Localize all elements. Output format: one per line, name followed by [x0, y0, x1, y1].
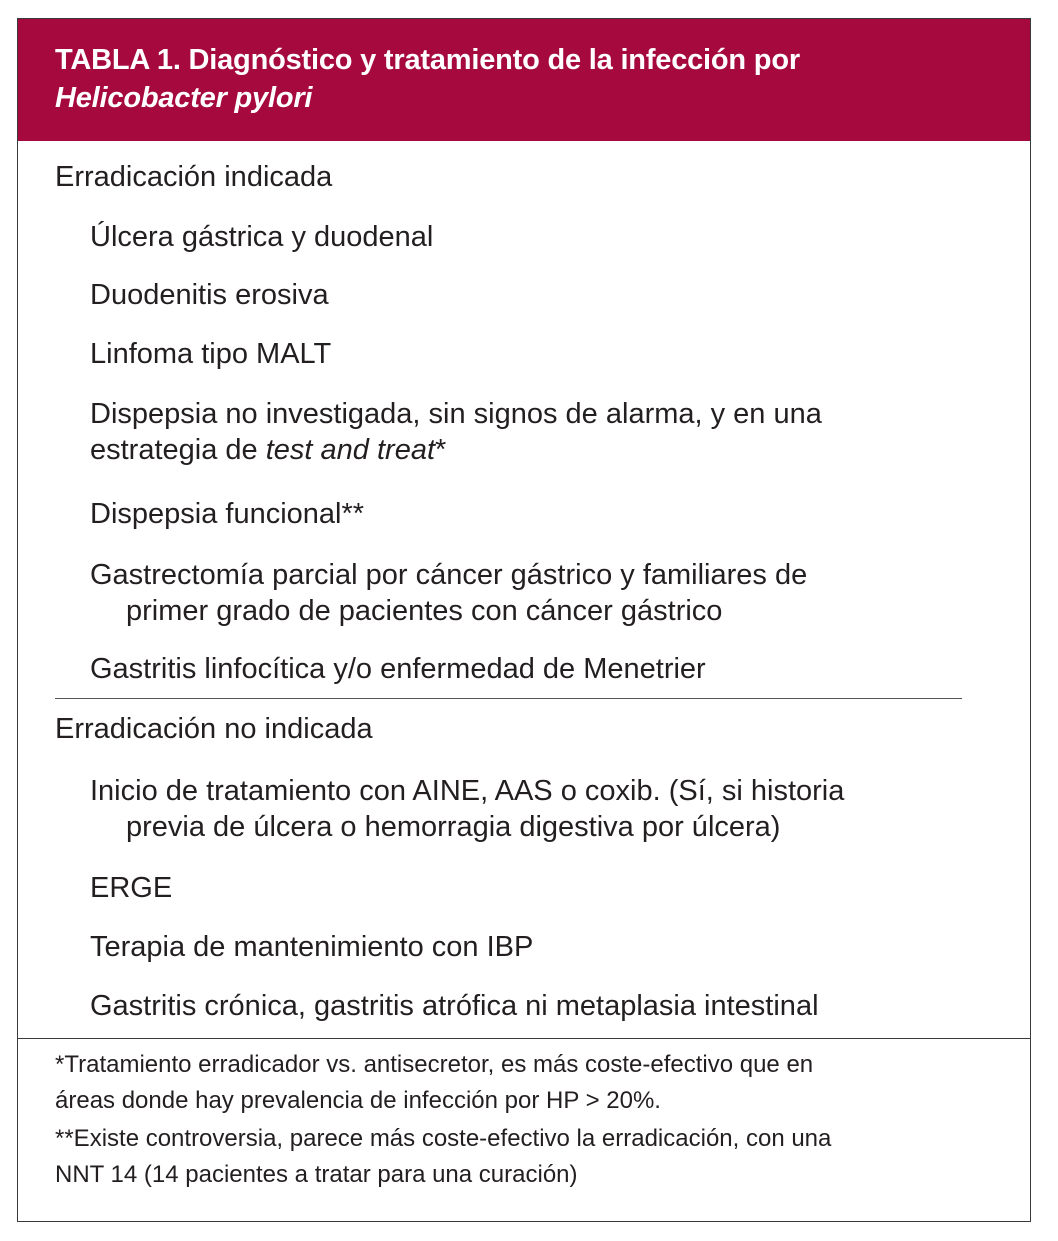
footnote-line: NNT 14 (14 pacientes a tratar para una curación) [55, 1161, 578, 1188]
list-item: ERGE [90, 872, 173, 904]
test-and-treat-term: test and treat [265, 434, 436, 466]
list-item-line: Gastrectomía parcial por cáncer gástrico y familiares de [90, 559, 808, 591]
footnote-divider [18, 1038, 1030, 1039]
table-title: TABLA 1. Diagnóstico y tratamiento de la infección por [55, 44, 800, 76]
list-item: Gastritis crónica, gastritis atrófica ni metaplasia intestinal [90, 990, 819, 1022]
list-item-gastrectomia [90, 557, 970, 629]
list-item-continuation: primer grado de pacientes con cáncer gástrico [126, 595, 723, 627]
footnote-1 [55, 1047, 975, 1119]
footnote-line: **Existe controversia, parece más coste-efectivo la erradicación, con una [55, 1125, 832, 1152]
list-item-continuation: previa de úlcera o hemorragia digestiva por úlcera) [126, 811, 781, 843]
list-item: Dispepsia funcional** [90, 498, 365, 530]
list-item-line-prefix: estrategia de [90, 434, 266, 466]
list-item-line: Inicio de tratamiento con AINE, AAS o coxib. (Sí, si historia [90, 775, 845, 807]
list-item: Gastritis linfocítica y/o enfermedad de Menetrier [90, 653, 706, 685]
list-item: Linfoma tipo MALT [90, 338, 332, 370]
footnote-line: áreas donde hay prevalencia de infección por HP > 20%. [55, 1087, 661, 1114]
section-heading-not-indicated: Erradicación no indicada [55, 713, 373, 745]
list-item: Úlcera gástrica y duodenal [90, 221, 434, 253]
list-item: Duodenitis erosiva [90, 279, 329, 311]
footnote-line: *Tratamiento erradicador vs. antisecretor, es más coste-efectivo que en [55, 1051, 814, 1078]
list-item: Terapia de mantenimiento con IBP [90, 931, 534, 963]
section-divider [55, 698, 962, 699]
table-container [17, 18, 1031, 1222]
list-item-aine [90, 773, 970, 845]
table-title-bar [18, 19, 1030, 141]
list-item-line: Dispepsia no investigada, sin signos de alarma, y en una [90, 398, 822, 430]
section-heading-indicated: Erradicación indicada [55, 161, 333, 193]
footnote-2 [55, 1121, 975, 1193]
table-title-species: Helicobacter pylori [55, 82, 313, 114]
list-item-dispepsia [90, 396, 970, 468]
footnote-marker: * [435, 434, 447, 466]
